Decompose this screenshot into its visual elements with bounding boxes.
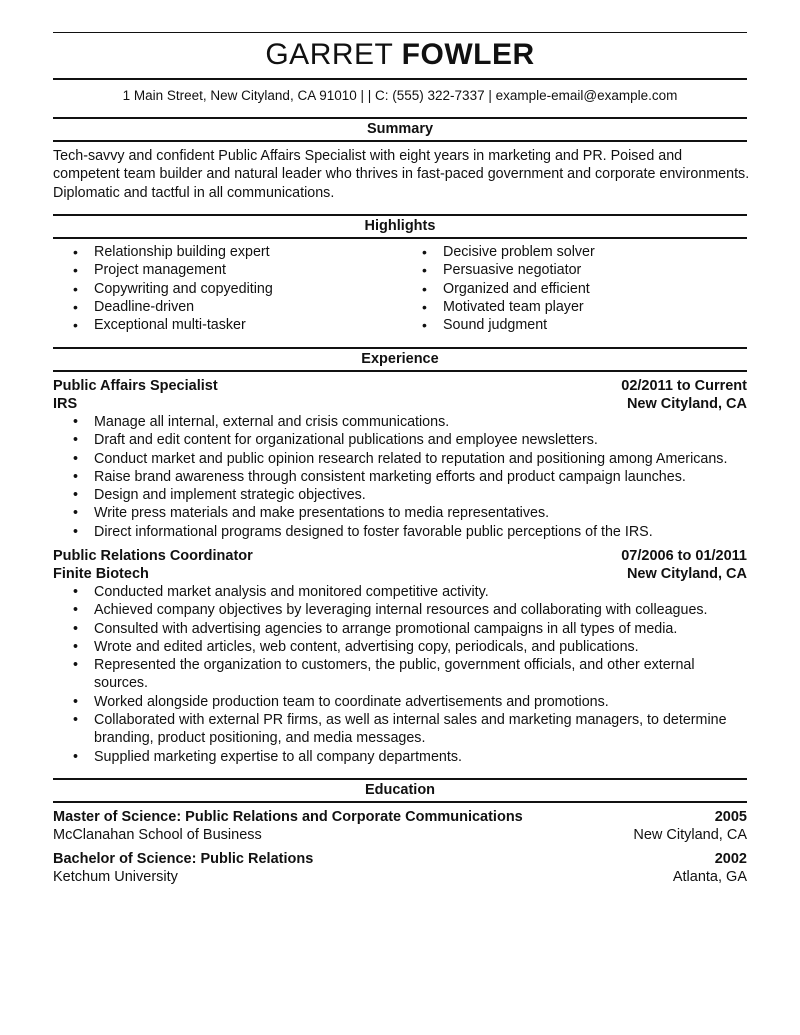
- contact-line: 1 Main Street, New Cityland, CA 91010 | | C: (555) 322-7337 | example-email@example.com: [122, 88, 678, 103]
- job-bullet: • Consulted with advertising agencies to arrange promotional campaigns in all types of media.: [53, 620, 747, 638]
- job-bullets: [53, 583, 747, 766]
- job-company: Finite Biotech: [53, 566, 149, 582]
- job-bullet: • Direct informational programs designed to foster favorable public perceptions of the IRS.: [53, 523, 747, 541]
- edu-field: : Public Relations and Corporate Communications: [176, 809, 523, 825]
- highlight-item: • Sound judgment: [402, 316, 595, 334]
- summary-text: [53, 147, 753, 202]
- edu-school: McClanahan School of Business: [53, 827, 262, 843]
- job-bullet: • Manage all internal, external and crisis communications.: [53, 413, 747, 431]
- summary-line: Tech-savvy and confident Public Affairs Specialist with eight years in marketing and PR. Poised and: [53, 148, 683, 164]
- job-bullet: • Worked alongside production team to coordinate advertisements and promotions.: [53, 693, 747, 711]
- edu-location: New Cityland, CA: [633, 827, 747, 843]
- highlight-item: • Exceptional multi-tasker: [53, 316, 273, 334]
- top-divider: [53, 32, 747, 33]
- summary-line: Diplomatic and tactful in all communications.: [53, 184, 335, 201]
- edu-year: 2002: [714, 851, 747, 867]
- highlight-item: • Copywriting and copyediting: [53, 280, 273, 298]
- job-title-row: [53, 377, 747, 395]
- candidate-name: [53, 38, 747, 72]
- job-company-row: [53, 565, 747, 583]
- first-name: GARRET: [265, 38, 393, 71]
- edu-degree: Master of Science: [53, 809, 177, 825]
- job-title: Public Relations Coordinator: [53, 548, 253, 564]
- job-bullet: • Supplied marketing expertise to all company departments.: [53, 748, 747, 766]
- last-name: FOWLER: [401, 38, 535, 71]
- highlight-item: • Persuasive negotiator: [402, 261, 595, 279]
- highlights-left-list: [53, 243, 273, 334]
- highlight-item: • Decisive problem solver: [402, 243, 595, 261]
- job-bullet: • Design and implement strategic objectives.: [53, 486, 747, 504]
- job-bullet: • Conduct market and public opinion research related to reputation and positioning among Americans.: [53, 450, 747, 468]
- highlight-item: • Organized and efficient: [402, 280, 595, 298]
- highlight-item: • Deadline-driven: [53, 298, 273, 316]
- experience-heading: Experience: [53, 347, 747, 372]
- job-bullets: [53, 413, 747, 541]
- edu-location: Atlanta, GA: [672, 869, 747, 885]
- job-company: IRS: [53, 396, 78, 412]
- edu-degree: Bachelor of Science: [53, 851, 192, 867]
- highlight-item: • Project management: [53, 261, 273, 279]
- job-bullet: • Collaborated with external PR firms, as well as internal sales and marketing managers, to determine: [53, 711, 747, 729]
- highlight-item: • Motivated team player: [402, 298, 595, 316]
- job-bullet: • Wrote and edited articles, web content, advertising copy, periodicals, and publications.: [53, 638, 747, 656]
- job-bullet: • Draft and edit content for organizational publications and employee newsletters.: [53, 431, 747, 449]
- job-bullet: • Achieved company objectives by leveraging internal resources and collaborating with colleagues.: [53, 601, 747, 619]
- summary-heading: Summary: [53, 117, 747, 142]
- edu-school-row: [53, 868, 747, 886]
- highlight-item: • Relationship building expert: [53, 243, 273, 261]
- job-title: Public Affairs Specialist: [53, 378, 218, 394]
- job-bullet: • Represented the organization to customers, the public, government officials, and other external: [53, 656, 747, 674]
- edu-degree-line: [53, 808, 523, 826]
- edu-school: Ketchum University: [53, 869, 178, 885]
- job-location: New Cityland, CA: [626, 396, 747, 412]
- education-heading: Education: [53, 778, 747, 803]
- edu-year: 2005: [714, 809, 747, 825]
- job-bullet: • Conducted market analysis and monitored competitive activity.: [53, 583, 747, 601]
- edu-degree-row: [53, 850, 747, 868]
- edu-degree-row: [53, 808, 747, 826]
- job-bullet-continuation: branding, product positioning, and media messages.: [94, 730, 426, 747]
- edu-school-row: [53, 826, 747, 844]
- job-bullet-continuation: sources.: [94, 675, 149, 692]
- job-location: New Cityland, CA: [626, 566, 747, 582]
- job-title-row: [53, 547, 747, 565]
- job-bullet: • Write press materials and make presentations to media representatives.: [53, 504, 747, 522]
- job-company-row: [53, 395, 747, 413]
- job-bullet: • Raise brand awareness through consistent marketing efforts and product campaign launches.: [53, 468, 747, 486]
- name-divider: [53, 78, 747, 80]
- highlights-right-list: [402, 243, 595, 334]
- edu-degree-line: [53, 850, 313, 868]
- job-dates: 02/2011 to Current: [621, 378, 747, 394]
- job-dates: 07/2006 to 01/2011: [621, 548, 747, 564]
- summary-line: competent team builder and natural leader who thrives in fast-paced government and corporate environments.: [53, 166, 750, 183]
- highlights-heading: Highlights: [53, 214, 747, 239]
- edu-field: : Public Relations: [191, 851, 314, 867]
